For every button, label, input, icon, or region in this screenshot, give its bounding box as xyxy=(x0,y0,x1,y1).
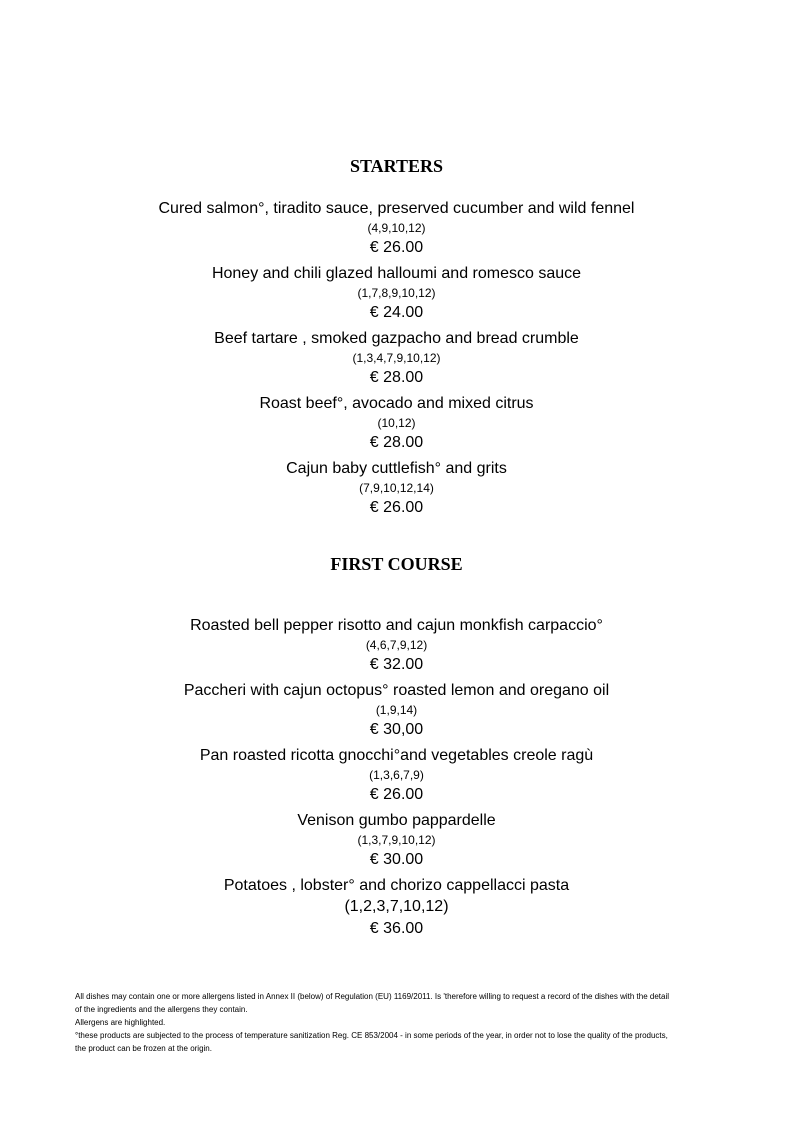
dish-price: € 30,00 xyxy=(369,721,424,738)
dish-item xyxy=(0,746,793,805)
dish-allergens: (1,9,14) xyxy=(375,703,418,717)
dish-allergens: (4,9,10,12) xyxy=(367,221,426,235)
footnote-line: °these products are subjected to the process of temperature sanitization Reg. CE 853/2004 - in some periods of the year, in order not to lose the quality of the products, xyxy=(75,1031,668,1040)
dish-price: € 30.00 xyxy=(369,851,424,868)
dish-name: Paccheri with cajun octopus° roasted lemon and oregano oil xyxy=(183,682,610,699)
dish-item xyxy=(0,199,793,258)
dish-allergens: (7,9,10,12,14) xyxy=(359,481,434,495)
dish-item xyxy=(0,264,793,323)
allergen-footnote xyxy=(75,990,725,1055)
dish-item xyxy=(0,394,793,453)
dish-name: Honey and chili glazed halloumi and romesco sauce xyxy=(211,265,582,282)
dish-name: Beef tartare , smoked gazpacho and bread crumble xyxy=(214,330,579,347)
footnote-line: All dishes may contain one or more allergens listed in Annex II (below) of Regulation (EU) 1169/2011. Is 'therefore willing to request a record of the dishes with the detail xyxy=(75,992,669,1001)
dish-name: Pan roasted ricotta gnocchi°and vegetables creole ragù xyxy=(199,747,594,764)
dish-name: Cajun baby cuttlefish° and grits xyxy=(286,460,507,477)
section-title-first-course: FIRST COURSE xyxy=(330,554,463,574)
dish-price: € 26.00 xyxy=(369,239,424,256)
dish-item xyxy=(0,459,793,518)
dish-price: € 32.00 xyxy=(369,656,424,673)
dish-item xyxy=(0,811,793,870)
dish-name: Roast beef°, avocado and mixed citrus xyxy=(259,395,534,412)
footnote-line: Allergens are highlighted. xyxy=(75,1018,166,1027)
dish-allergens: (1,3,4,7,9,10,12) xyxy=(352,351,441,365)
dish-item xyxy=(0,329,793,388)
dish-price: € 26.00 xyxy=(369,786,424,803)
dish-allergens: (4,6,7,9,12) xyxy=(365,638,428,652)
dish-allergens: (1,3,7,9,10,12) xyxy=(357,833,436,847)
dish-item xyxy=(0,876,793,939)
dish-price: € 28.00 xyxy=(369,434,424,451)
dish-name: Potatoes , lobster° and chorizo cappellacci pasta xyxy=(223,877,570,894)
section-title-starters: STARTERS xyxy=(349,156,444,176)
dish-price: € 24.00 xyxy=(369,304,424,321)
dish-name: Venison gumbo pappardelle xyxy=(297,812,496,829)
footnote-line: of the ingredients and the allergens they contain. xyxy=(75,1005,248,1014)
dish-price: € 28.00 xyxy=(369,369,424,386)
dish-price: € 26.00 xyxy=(369,499,424,516)
dish-item xyxy=(0,681,793,740)
dish-allergens: (10,12) xyxy=(377,416,416,430)
dish-name: Roasted bell pepper risotto and cajun monkfish carpaccio° xyxy=(190,617,603,634)
footnote-line: the product can be frozen at the origin. xyxy=(75,1044,212,1053)
dish-allergens: (1,2,3,7,10,12) xyxy=(344,898,449,915)
dish-allergens: (1,3,6,7,9) xyxy=(369,768,424,782)
dish-allergens: (1,7,8,9,10,12) xyxy=(357,286,436,300)
dish-price: € 36.00 xyxy=(369,920,424,937)
dish-name: Cured salmon°, tiradito sauce, preserved cucumber and wild fennel xyxy=(158,200,635,217)
dish-item xyxy=(0,616,793,675)
